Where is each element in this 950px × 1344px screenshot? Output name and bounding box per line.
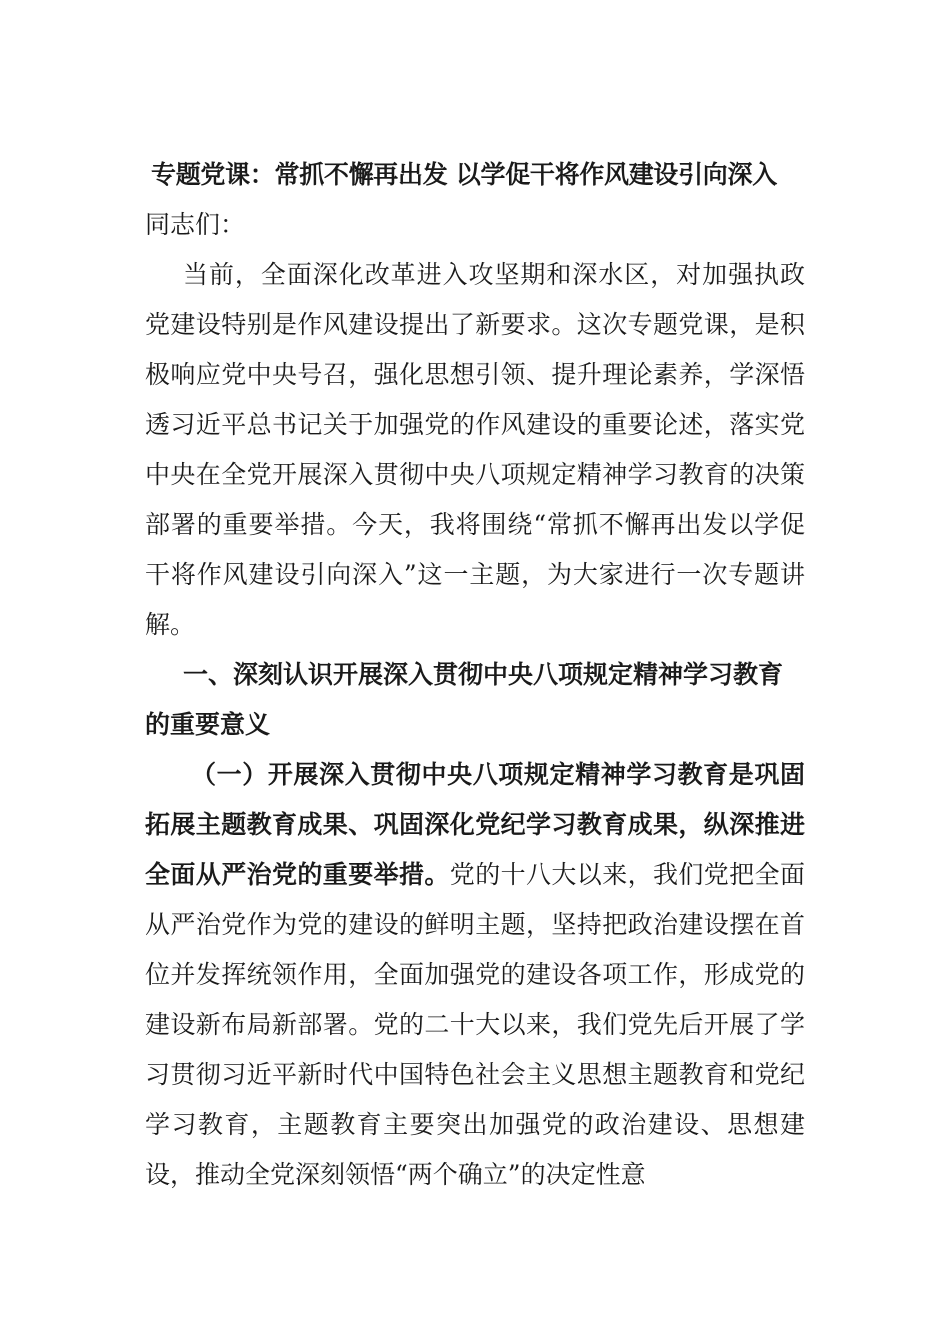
section-heading-1: 一、深刻认识开展深入贯彻中央八项规定精神学习教育的重要意义 [145, 660, 784, 739]
subsection-body-1: 党的十八大以来，我们党把全面从严治党作为党的建设的鲜明主题，坚持把政治建设摆在首位并发挥统领作用，全面加强党的建设各项工作，形成党的建设新布局新部署。党的二十大以来，我们党先后开展了学习贯彻习近平新时代中国特色社会主义思想主题教育和党纪学习教育，主题教育主要突出加强党的政治建设、思想建设，推动全党深刻领悟“两个确立”的决定性意 [145, 860, 805, 1189]
intro-paragraph: 当前，全面深化改革进入攻坚期和深水区，对加强执政党建设特别是作风建设提出了新要求。这次专题党课，是积极响应党中央号召，强化思想引领、提升理论素养，学深悟透习近平总书记关于加强党的作风建设的重要论述，落实党中央在全党开展深入贯彻中央八项规定精神学习教育的决策部署的重要举措。今天，我将围绕“常抓不懈再出发以学促干将作风建设引向深入”这一主题，为大家进行一次专题讲解。 [145, 260, 805, 639]
subsection-lead-1: （一）开展深入贯彻中央八项规定精神学习教育是巩固拓展主题教育成果、巩固深化党纪学习教育成果，纵深推进全面从严治党的重要举措。 [145, 760, 805, 889]
document-page [145, 150, 805, 1200]
subsection-paragraph-1 [145, 750, 805, 1200]
document-title: 专题党课：常抓不懈再出发 以学促干将作风建设引向深入 [151, 160, 777, 189]
salutation: 同志们： [145, 210, 246, 239]
